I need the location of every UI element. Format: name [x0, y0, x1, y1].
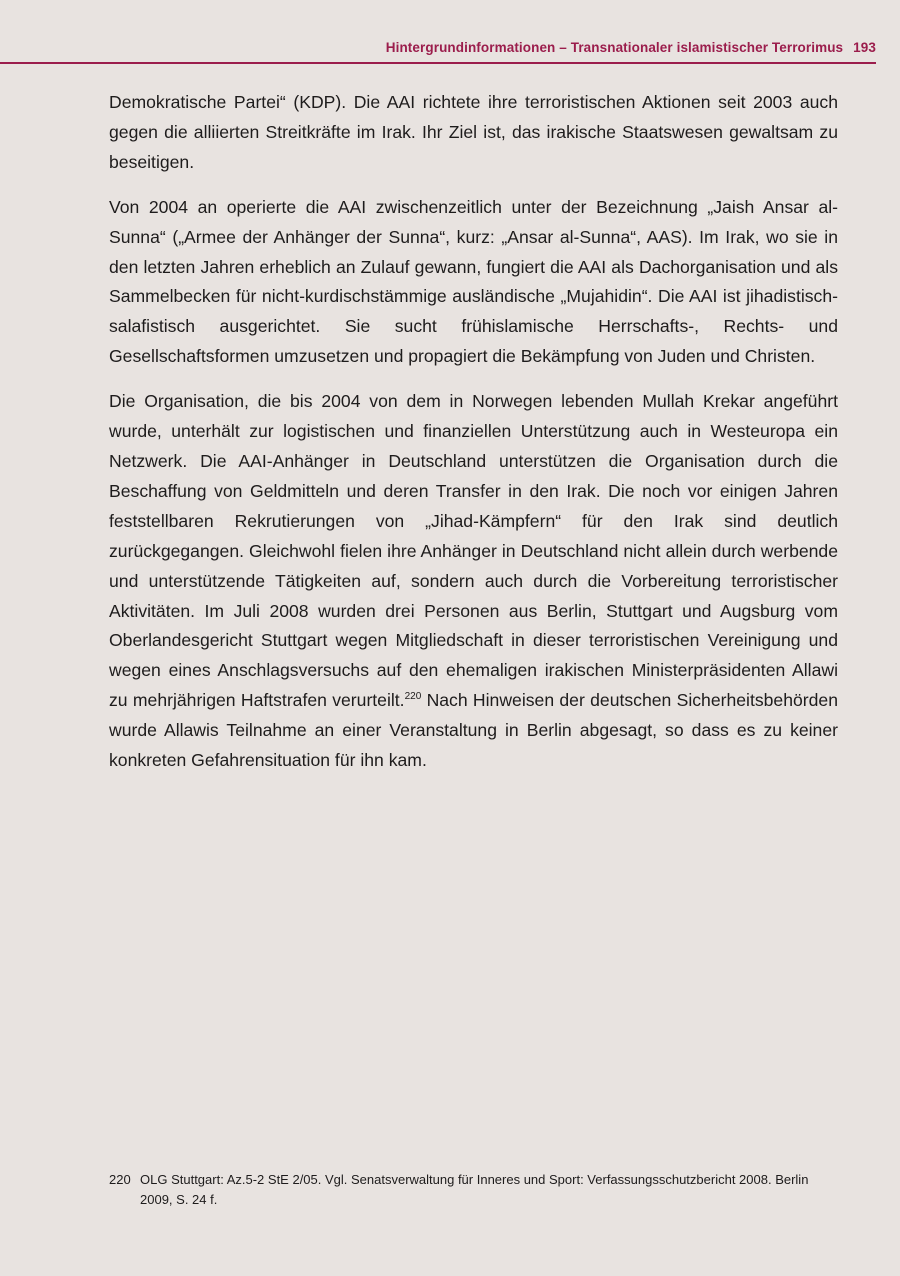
footnote-ref-220: 220: [404, 691, 422, 703]
page-number: 193: [853, 40, 876, 55]
footnote-text: OLG Stuttgart: Az.5-2 StE 2/05. Vgl. Senatsverwaltung für Inneres und Sport: Verfassungsschutzbericht 2008. Berlin 2009, S. 24 f.: [140, 1172, 809, 1207]
paragraph-3-text-before: Die Organisation, die bis 2004 von dem in Norwegen lebenden Mullah Krekar angeführt wurde, unterhält zur logistischen und finanziellen Unterstützung auch in Westeuropa ein Netzwerk. Die AAI-Anhänger in Deutschland unterstützen die Organisation durch die Beschaffung von Geldmitteln und deren Transfer in den Irak. Die noch vor einigen Jahren feststellbaren Rekrutierungen von „Jihad-Kämpfern“ für den Irak sind deutlich zurückgegangen. Gleichwohl fielen ihre Anhänger in Deutschland nicht allein durch werbende und unterstützende Tätigkeiten auf, sondern auch durch die Vorbereitung terroristischer Aktivitäten. Im Juli 2008 wurden drei Personen aus Berlin, Stuttgart und Augsburg vom Oberlandesgericht Stuttgart wegen Mitgliedschaft in dieser terroristischen Vereinigung und wegen eines Anschlagsversuchs auf den ehemaligen irakischen Ministerpräsidenten Allawi zu mehrjährigen Haftstrafen verurteilt.: [109, 391, 838, 711]
paragraph-3: [109, 387, 838, 776]
running-title: Hintergrundinformationen – Transnationaler islamistischer Terrorimus: [385, 40, 844, 55]
paragraph-3-text-after: Nach Hinweisen der deutschen Sicherheitsbehörden wurde Allawis Teilnahme an einer Veranstaltung in Berlin abgesagt, so dass es zu keiner konkreten Gefahrensituation für ihn kam.: [109, 690, 838, 771]
body-text: [109, 88, 838, 791]
paragraph-1: Demokratische Partei“ (KDP). Die AAI richtete ihre terroristischen Aktionen seit 2003 auch gegen die alliierten Streitkräfte im Irak. Ihr Ziel ist, das irakische Staatswesen gewaltsam zu beseitigen.: [109, 92, 838, 172]
paragraph-2: Von 2004 an operierte die AAI zwischenzeitlich unter der Bezeichnung „Jaish Ansar al-Sunna“ („Armee der Anhänger der Sunna“, kurz: „Ansar al-Sunna“, AAS). Im Irak, wo sie in den letzten Jahren erheblich an Zulauf gewann, fungiert die AAI als Dachorganisation und als Sammelbecken für nicht-kurdischstämmige ausländische „Mujahidin“. Die AAI ist jihadistisch-salafistisch ausgerichtet. Sie sucht frühislamische Herrschafts-, Rechts- und Gesellschaftsformen umzusetzen und propagiert die Bekämpfung von Juden und Christen.: [109, 196, 838, 367]
running-header: [0, 40, 876, 55]
header-rule: [0, 62, 876, 64]
footnote-number: 220: [109, 1172, 131, 1187]
footnote: [109, 1170, 838, 1210]
